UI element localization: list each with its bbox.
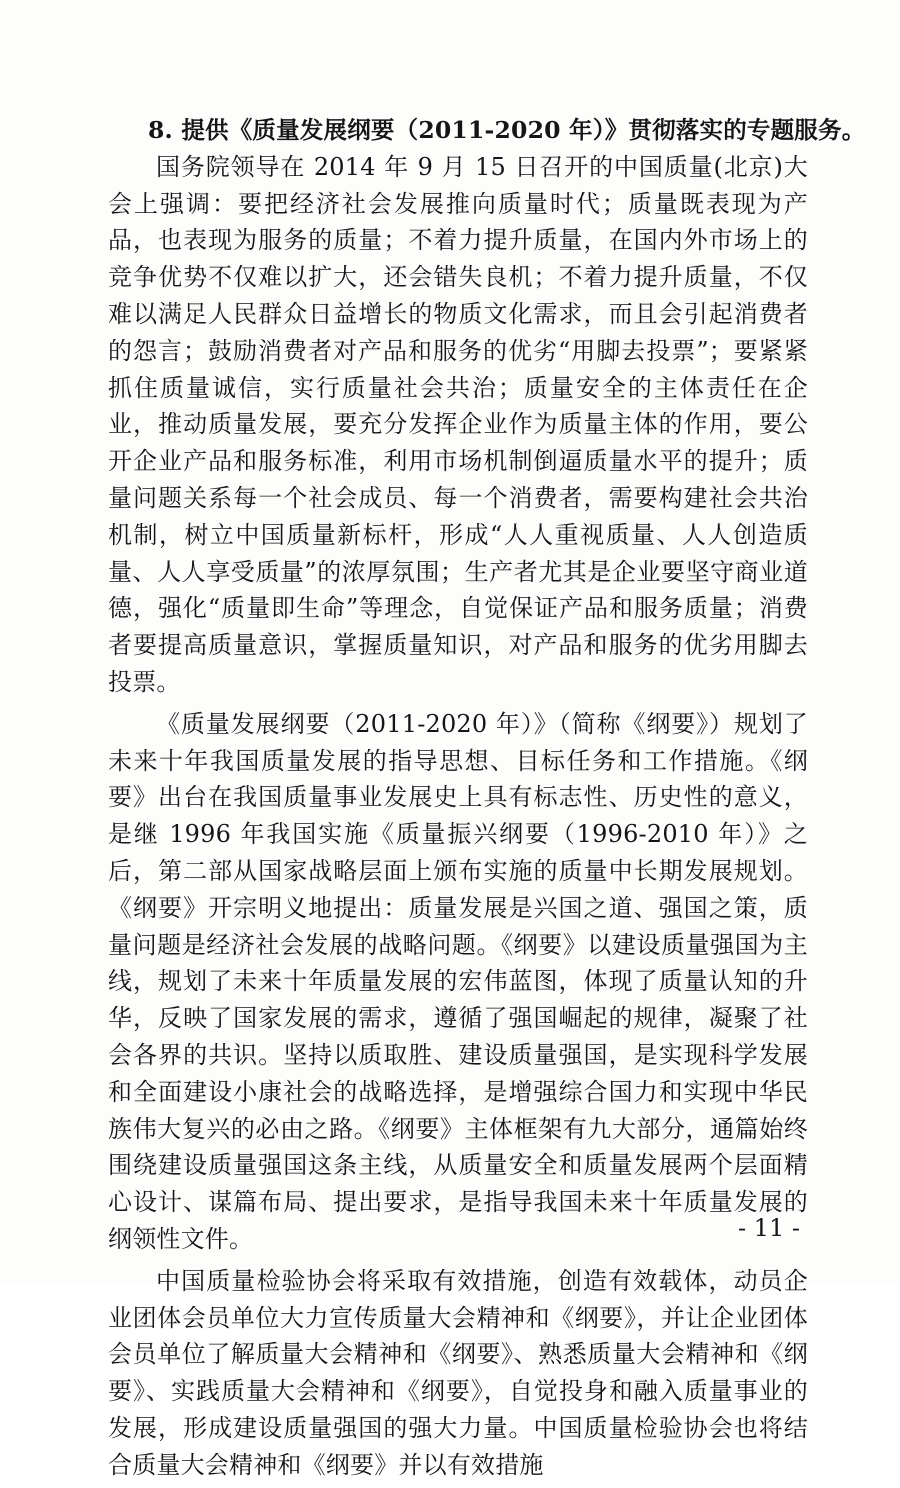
- page-number: - 11 -: [737, 1214, 800, 1242]
- paragraph-association-measures: 中国质量检验协会将采取有效措施，创造有效载体，动员企业团体会员单位大力宣传质量大会精神和《纲要》，并让企业团体会员单位了解质量大会精神和《纲要》、熟悉质量大会精神和《纲要》、实践质量大会精神和《纲要》，自觉投身和融入质量事业的发展，形成建设质量强国的强大力量。中国质量检验协会也将结合质量大会精神和《纲要》并以有效措施: [108, 1266, 808, 1479]
- section-heading: 8. 提供《质量发展纲要（2011-2020 年）》贯彻落实的专题服务。: [148, 116, 866, 144]
- paragraph-quality-conference: 国务院领导在 2014 年 9 月 15 日召开的中国质量(北京)大会上强调：要把经济社会发展推向质量时代；质量既表现为产品，也表现为服务的质量；不着力提升质量，在国内外市场上的竞争优势不仅难以扩大，还会错失良机；不着力提升质量，不仅难以满足人民群众日益增长的物质文化需求，而且会引起消费者的怨言；鼓励消费者对产品和服务的优劣“用脚去投票”；要紧紧抓住质量诚信，实行质量社会共治；质量安全的主体责任在企业，推动质量发展，要充分发挥企业作为质量主体的作用，要公开企业产品和服务标准，利用市场机制倒逼质量水平的提升；质量问题关系每一个社会成员、每一个消费者，需要构建社会共治机制，树立中国质量新标杆，形成“人人重视质量、人人创造质量、人人享受质量”的浓厚氛围；生产者尤其是企业要坚守商业道德，强化“质量即生命”等理念，自觉保证产品和服务质量；消费者要提高质量意识，掌握质量知识，对产品和服务的优劣用脚去投票。: [108, 152, 808, 696]
- document-body: [108, 112, 866, 1488]
- paragraph-quality-outline: 《质量发展纲要（2011-2020 年）》（简称《纲要》）规划了未来十年我国质量发展的指导思想、目标任务和工作措施。《纲要》出台在我国质量事业发展史上具有标志性、历史性的意义，是继 1996 年我国实施《质量振兴纲要（1996-2010 年）》之后，第二部从国家战略层面上颁布实施的质量中长期发展规划。《纲要》开宗明义地提出：质量发展是兴国之道、强国之策，质量问题是经济社会发展的战略问题。《纲要》以建设质量强国为主线，规划了未来十年质量发展的宏伟蓝图，体现了质量认知的升华，反映了国家发展的需求，遵循了强国崛起的规律，凝聚了社会各界的共识。坚持以质取胜、建设质量强国，是实现科学发展和全面建设小康社会的战略选择，是增强综合国力和实现中华民族伟大复兴的必由之路。《纲要》主体框架有九大部分，通篇始终围绕建设质量强国这条主线，从质量安全和质量发展两个层面精心设计、谋篇布局、提出要求，是指导我国未来十年质量发展的纲领性文件。: [108, 709, 808, 1253]
